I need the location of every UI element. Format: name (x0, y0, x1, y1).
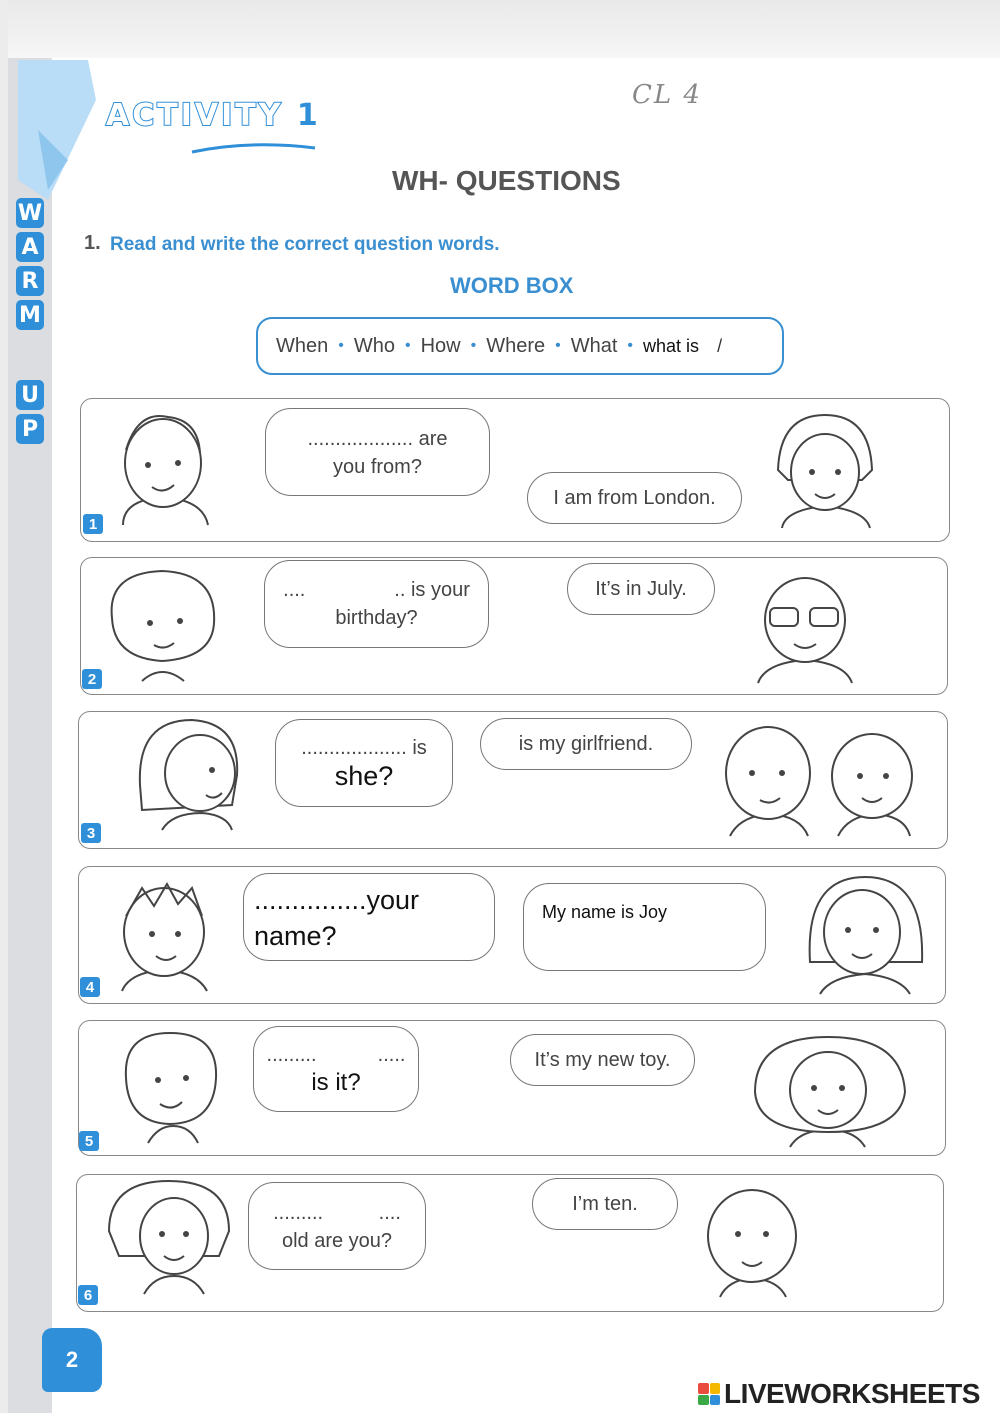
curly-boy-face-icon (118, 1028, 223, 1146)
panel-number-6: 6 (78, 1285, 98, 1305)
glasses-boy-face-icon (750, 568, 860, 688)
bullet-icon: • (338, 337, 344, 354)
side-letter-p: P (16, 414, 44, 444)
word-what: What (570, 334, 618, 357)
answer-3: is my girlfriend. (518, 733, 654, 755)
long-hair-girl-face-icon (800, 872, 930, 997)
scan-border-left (0, 0, 8, 1413)
page-number: 2 (42, 1328, 102, 1392)
answer-5: It’s my new toy. (534, 1049, 671, 1071)
spiky-boy-face-icon (112, 876, 217, 996)
instruction-text: Read and write the correct question words. (110, 234, 500, 255)
bullet-icon: • (627, 337, 634, 354)
word-box (256, 317, 784, 375)
headband-girl-face-icon (132, 715, 247, 835)
boy-face-icon (700, 1182, 805, 1300)
side-letter-u: U (16, 380, 44, 410)
answer-bubble-2 (567, 563, 715, 615)
pencil-icon (8, 60, 100, 200)
scan-border-top (0, 0, 1000, 58)
liveworksheets-logo (698, 1378, 980, 1410)
question-3-line-1: ................... is (301, 737, 427, 759)
side-letter-r: R (16, 266, 44, 296)
couple-faces-icon (710, 718, 945, 840)
answer-bubble-3 (480, 718, 692, 770)
word-what-is: what is (643, 335, 700, 356)
page-title: WH- QUESTIONS (392, 165, 621, 196)
answer-bubble-6 (532, 1178, 678, 1230)
activity-swoosh (190, 138, 320, 158)
answer-1: I am from London. (553, 487, 716, 509)
word-how: How (420, 334, 461, 357)
word-who: Who (353, 334, 395, 357)
word-when: When (276, 334, 329, 357)
question-5-line-2: is it? (311, 1069, 361, 1096)
question-3-line-2: she? (334, 761, 394, 791)
panel-number-1: 1 (83, 514, 103, 534)
wavy-girl-face-icon (750, 1032, 910, 1150)
word-box-title: WORD BOX (450, 273, 574, 298)
question-bubble-5 (253, 1026, 419, 1112)
liveworksheets-logo-icon (698, 1383, 720, 1405)
curly-girl-face-icon (102, 563, 222, 688)
question-1-line-2: you from? (333, 456, 422, 478)
bullet-icon: • (555, 337, 561, 354)
instruction-number: 1. (84, 232, 101, 254)
answer-bubble-4 (523, 883, 766, 971)
boy-face-icon (108, 405, 218, 535)
question-4-line-1: ...............your (254, 885, 420, 915)
question-bubble-2 (264, 560, 489, 648)
word-box-mark: / (717, 335, 723, 356)
short-hair-girl-face-icon (104, 1176, 234, 1298)
bullet-icon: • (470, 337, 477, 354)
question-bubble-3 (275, 719, 453, 807)
question-5-line-1: ......... ..... (266, 1044, 406, 1066)
question-bubble-4 (243, 873, 495, 961)
answer-bubble-5 (510, 1034, 695, 1086)
question-bubble-1 (265, 408, 490, 496)
handwritten-note: CL 4 (632, 80, 702, 110)
question-2-line-2: birthday? (335, 607, 418, 629)
side-letter-w: W (16, 198, 44, 228)
question-2-line-1: .... .. is your (283, 579, 470, 601)
panel-number-2: 2 (82, 669, 102, 689)
bullet-icon: • (404, 337, 411, 354)
question-bubble-6 (248, 1182, 426, 1270)
watermark-text: LIVEWORKSHEETS (724, 1378, 980, 1409)
question-4-line-2: name? (254, 921, 337, 951)
answer-bubble-1 (527, 472, 742, 524)
question-6-line-1: ......... .... (273, 1202, 401, 1224)
panel-number-5: 5 (79, 1131, 99, 1151)
panel-number-4: 4 (80, 977, 100, 997)
girl-face-icon (770, 410, 880, 535)
activity-label: ACTIVITY (106, 98, 284, 133)
question-1-line-1: ................... are (307, 428, 448, 450)
answer-2: It’s in July. (595, 578, 687, 600)
word-where: Where (486, 334, 546, 357)
activity-heading (106, 98, 321, 133)
side-letter-m: M (16, 300, 44, 330)
side-letter-a: A (16, 232, 44, 262)
panel-number-3: 3 (81, 823, 101, 843)
activity-number: 1 (296, 98, 321, 133)
answer-4: My name is Joy (542, 902, 668, 922)
question-6-line-2: old are you? (281, 1230, 393, 1252)
answer-6: I’m ten. (572, 1193, 638, 1215)
